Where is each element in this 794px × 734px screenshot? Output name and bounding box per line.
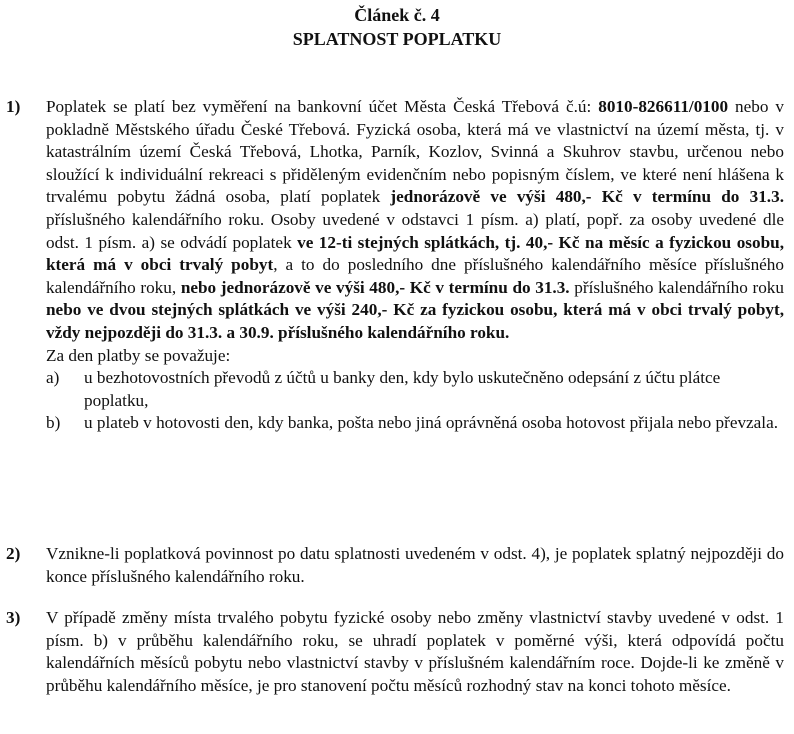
text-segment: Poplatek se platí bez vyměření na bankovní účet Města Česká Třebová č.ú: (46, 97, 599, 116)
text-segment: nebo v pokladně Městského úřadu České Třebová. Fyzická osoba, která má ve vlastnictví na území města, tj. v katastrálním území Česká Třebová, Lhotka, Parník, Kozlov, Svinná a Skuhrov stavbu, určenou nebo sloužící k individuální rekreaci s přiděleným evidenčním nebo popisným číslem, ve které není hlášena k trvalému pobytu žádná osoba, platí poplatek (46, 97, 784, 207)
payment-date-intro: Za den platby se považuje: (46, 345, 231, 365)
paragraph-3 (6, 607, 784, 697)
paragraph-2 (6, 543, 784, 588)
article-title: SPLATNOST POPLATKU (292, 29, 502, 49)
subitem-b (46, 412, 784, 435)
bold-segment: nebo jednorázově ve výši 480,- Kč v termínu do 31.3. (180, 277, 570, 297)
subitem-letter: b) (46, 413, 61, 433)
paragraph-text (46, 96, 784, 345)
paragraph-number: 1) (6, 97, 21, 116)
text-segment: , a to do posledního dne příslušného kalendářního měsíce příslušného kalendářního roku, (46, 255, 784, 297)
text-segment: příslušného kalendářního roku. Osoby uvedené v odstavci 1 písm. a) platí, popř. za osoby uvedené dle odst. 1 písm. a) se odvádí poplatek (46, 209, 784, 252)
bold-segment: jednorázově ve výši 480,- Kč v termínu do 31.3. (390, 187, 784, 207)
text-segment: příslušného kalendářního roku (569, 277, 784, 297)
article-number: Článek č. 4 (354, 5, 440, 25)
bold-segment: ve 12-ti stejných splátkách, tj. 40,- Kč na měsíc a fyzickou osobu, která má v obci trvalý pobyt (46, 232, 784, 275)
subitem-text: u bezhotovostních převodů z účtů u banky den, kdy bylo uskutečněno odepsání z účtu plátce poplatku, (84, 368, 721, 410)
bold-segment: nebo ve dvou stejných splátkách ve výši 240,- Kč za fyzickou osobu, která má v obci trvalý pobyt, vždy nejpozději do 31.3. a 30.9. příslušného kalendářního roku. (46, 300, 784, 342)
subitem-text: u plateb v hotovosti den, kdy banka, pošta nebo jiná oprávněná osoba hotovost přijala nebo převzala. (84, 413, 779, 433)
subitem-letter: a) (46, 368, 60, 388)
paragraph-text: Vznikne-li poplatková povinnost po datu splatnosti uvedeném v odst. 4), je poplatek splatný nejpozději do konce příslušného kalendářního roku. (46, 544, 784, 586)
account-number: 8010-826611/0100 (598, 97, 729, 116)
subitem-a (46, 367, 784, 412)
paragraph-1 (6, 96, 784, 435)
paragraph-text: V případě změny místa trvalého pobytu fyzické osoby nebo změny vlastnictví stavby uvedené v odst. 1 písm. b) v průběhu kalendářního roku, se uhradí poplatek v poměrné výši, která odpovídá počtu kalendářních měsíců pobytu nebo vlastnictví stavby v příslušném kalendářním roce. Dojde-li ke změně v průběhu kalendářního měsíce, je pro stanovení počtu měsíců rozhodný stav na konci tohoto měsíce. (46, 608, 784, 695)
paragraph-number: 2) (6, 544, 21, 563)
paragraph-number: 3) (6, 608, 21, 627)
